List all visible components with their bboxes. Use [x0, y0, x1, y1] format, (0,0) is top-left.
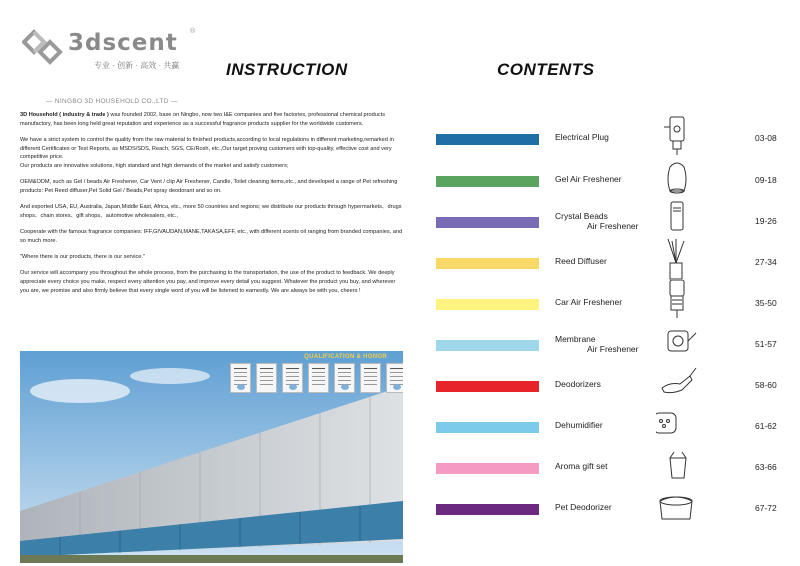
page-range: 61-62 [755, 421, 777, 431]
category-label: Crystal Beads Air Freshener [555, 211, 639, 231]
intro-quote: "Where there is our products, there is our service." [20, 253, 145, 260]
intro-paragraph: Cooperate with the famous fragrance companies: IFF,GIVAUDAN,MANE,TAKASA,EFF, etc., with different scents oil ranging from branded companies, and so much more. [20, 229, 403, 244]
certificate-image [334, 363, 355, 393]
spray-hand-icon [656, 362, 698, 404]
category-color-bar [436, 463, 539, 474]
page-range: 35-50 [755, 298, 777, 308]
category-color-bar [436, 258, 539, 269]
intro-paragraph-text: was founded 2002, base on Ningbo, now two I&E companies and five factories, professional chemical products manufactory, has been long held great reputation and experience as a successful fragrance products supplier for the worldwide customers. [20, 112, 386, 127]
contents-item-pet-deodorizer[interactable] [436, 497, 786, 527]
contents-item-membrane-air-freshener[interactable] [436, 333, 786, 363]
page-range: 03-08 [755, 133, 777, 143]
certificate-image [230, 363, 251, 393]
contents-item-aroma-gift-set[interactable] [436, 456, 786, 486]
pet-jar-icon [656, 485, 698, 527]
category-label: Car Air Freshener [555, 297, 623, 307]
category-label: Reed Diffuser [555, 256, 607, 266]
certificate-image [386, 363, 403, 393]
contents-item-gel-air-freshener[interactable] [436, 169, 786, 199]
logo-registered-mark: ® [190, 28, 196, 35]
certificate-image [256, 363, 277, 393]
page-range: 58-60 [755, 380, 777, 390]
certificates-row [230, 363, 403, 393]
intro-paragraph [20, 111, 403, 128]
page-range: 09-18 [755, 175, 777, 185]
category-label: Gel Air Freshener [555, 174, 622, 184]
page-range: 51-57 [755, 339, 777, 349]
factory-photo [20, 351, 403, 563]
category-label: Aroma gift set [555, 461, 608, 471]
page-range: 27-34 [755, 257, 777, 267]
category-color-bar [436, 299, 539, 310]
membrane-icon [656, 321, 698, 363]
company-name-bold: 3D Household ( industry & trade ) [20, 112, 109, 118]
car-vent-icon [656, 280, 698, 322]
certificate-image [308, 363, 329, 393]
category-label: Pet Deodorizer [555, 502, 612, 512]
contents-heading: CONTENTS [497, 60, 595, 79]
category-label: Membrane Air Freshener [555, 334, 639, 354]
page-range: 63-66 [755, 462, 777, 472]
page-range: 19-26 [755, 216, 777, 226]
category-label: Deodorizers [555, 379, 601, 389]
intro-paragraph-text: Our products are innovative solutions, high standard and high demands of the market and satisfy customers; [20, 163, 289, 170]
instruction-heading: INSTRUCTION [226, 60, 348, 79]
category-color-bar [436, 504, 539, 515]
logo-company-name: — NINGBO 3D HOUSEHOLD CO.,LTD — [46, 98, 178, 105]
gel-jar-icon [656, 157, 698, 199]
category-label: Electrical Plug [555, 132, 609, 142]
plug-icon [656, 115, 698, 157]
intro-paragraph: And exported USA, EU, Australia, Japan,Middle East, Africa, etc., more 50 countries and regions; we distribute our products through hypermarkets、drugs shops、chain stores、gift shops、automotive wholesalers, etc., [20, 204, 402, 219]
logo-name: 3dscent [68, 30, 178, 56]
certificate-image [360, 363, 381, 393]
logo-slogan: 专业 · 创新 · 高效 · 共赢 [94, 61, 180, 70]
category-label: Dehumidifier [555, 420, 603, 430]
page-range: 67-72 [755, 503, 777, 513]
category-color-bar [436, 176, 539, 187]
contents-item-car-air-freshener[interactable] [436, 292, 786, 322]
contents-item-reed-diffuser[interactable] [436, 251, 786, 281]
dehumidifier-icon [656, 403, 698, 445]
category-color-bar [436, 381, 539, 392]
contents-item-dehumidifier[interactable] [436, 415, 786, 445]
logo-diamond-icon [22, 28, 64, 68]
intro-paragraph [20, 136, 403, 171]
contents-item-electrical-plug[interactable] [436, 127, 786, 157]
intro-paragraph: Our service will accompany you throughout the whole process, from the purchasing to the transportation, the use of the product to feedback. We deeply appreciate every choice you make, respect every attention you pay, and improve every detail you suggest. Whatever the product you buy, and wherever you are, we promise and also firmly believe that every single word of you will be listened to earnestly. We are always be with you, cheers ! [20, 270, 396, 294]
category-color-bar [436, 422, 539, 433]
contents-item-deodorizers[interactable] [436, 374, 786, 404]
reed-diffuser-icon [656, 239, 698, 281]
category-color-bar [436, 217, 539, 228]
category-color-bar [436, 134, 539, 145]
company-logo [22, 28, 196, 105]
beads-can-icon [656, 198, 698, 240]
gift-box-icon [656, 444, 698, 486]
intro-paragraph: OEM&ODM, such as Gel / beads Air Freshener, Car Vent / clip Air Freshener, Candle, Toilet cleaning items,etc., and developed a range of Pet refreshing products: Pet Reed diffuser,Pet Solid Gel / Beads,Pet spray deodorant and so on. [20, 179, 398, 194]
qualification-label: QUALIFICATION & HONOR [304, 354, 387, 360]
intro-paragraph-text: We have a strict system to control the quality from the raw material to finished products,according to local regulations in different marketing,remarked in different Certificates or Test Reports, as MSDS/SDS, Reach, SGS, CE/Rosh, etc.,Our target proving customers with top-quality, effective cost and very competitive price. [20, 136, 394, 161]
category-color-bar [436, 340, 539, 351]
contents-item-crystal-beads[interactable] [436, 210, 786, 240]
certificate-image [282, 363, 303, 393]
introduction-text [20, 111, 403, 303]
